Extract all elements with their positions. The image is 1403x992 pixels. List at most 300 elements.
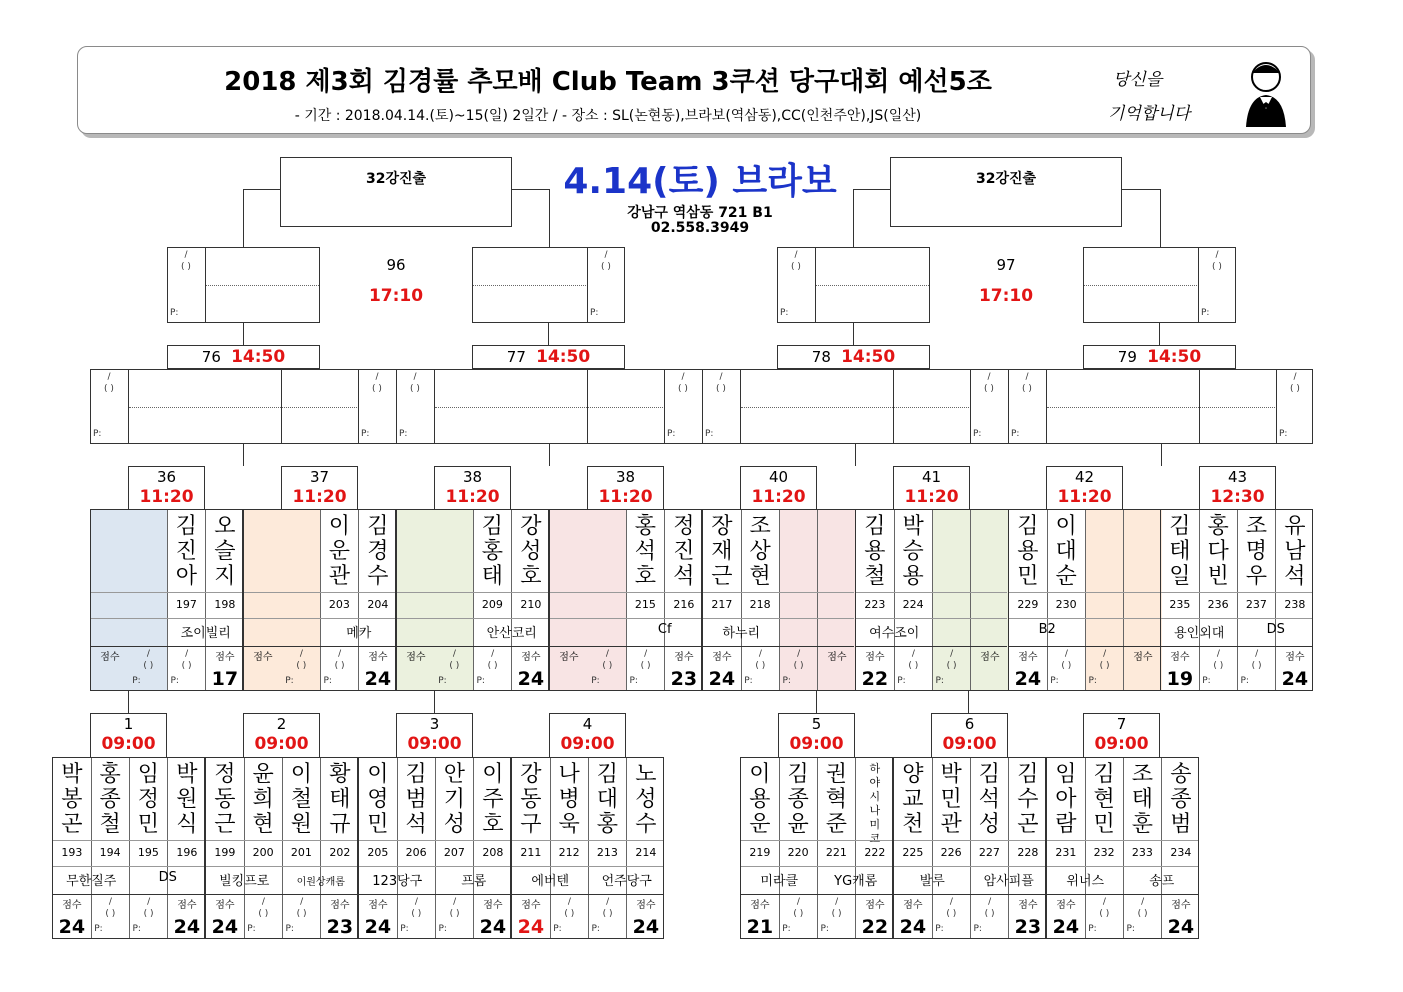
slot-p: P: [590, 308, 599, 318]
player-column [588, 510, 627, 690]
player-number: 222 [864, 846, 886, 859]
player-name: 이 용 운 [749, 762, 771, 837]
slot-paren: ( ) [449, 661, 460, 671]
row-rule [397, 592, 548, 593]
player-name: 이 주 호 [482, 762, 504, 837]
club-name: B2 [1038, 622, 1056, 637]
slot-p: P: [629, 676, 638, 686]
player-name: 노 성 수 [635, 762, 657, 837]
score-label: 점수 [1056, 900, 1076, 911]
slot-divider [396, 370, 397, 443]
slot-slash: / [681, 372, 685, 382]
slot-slash: / [1064, 649, 1068, 659]
score-label: 점수 [674, 652, 694, 663]
slot-p: P: [1201, 308, 1210, 318]
slot-slash: / [567, 897, 571, 907]
player-column [206, 510, 244, 690]
club-name: 조이빌리 [180, 626, 231, 641]
score-label: 점수 [483, 900, 503, 911]
player-name: 김 진 아 [175, 514, 197, 589]
score-value: 24 [173, 916, 201, 938]
score-cell [894, 646, 932, 692]
slot-slash: / [413, 372, 417, 382]
slot-paren: ( ) [984, 909, 995, 919]
slot-slash: / [1216, 649, 1220, 659]
player-number: 198 [214, 598, 236, 611]
player-column [168, 758, 206, 938]
slot-slash: / [185, 649, 189, 659]
player-column [550, 510, 589, 690]
score-value: 24 [517, 668, 545, 690]
player-column [435, 510, 474, 690]
score-cell [283, 894, 321, 940]
club-name: DS [158, 870, 177, 885]
slot-paren: ( ) [1022, 384, 1032, 394]
slot-divider [1276, 370, 1277, 443]
club-name: 안산코리 [486, 626, 537, 641]
player-column [283, 758, 322, 938]
row-rule [550, 646, 701, 647]
match-label [778, 713, 855, 758]
match-number: 36 [156, 468, 177, 486]
slot-paren: ( ) [1213, 661, 1224, 671]
player-name: 홍 종 철 [99, 762, 121, 837]
row-rule [244, 592, 395, 593]
score-cell [206, 646, 244, 692]
slot-p: P: [744, 676, 753, 686]
club-name: DS [1266, 622, 1285, 637]
slot-paren: ( ) [678, 384, 688, 394]
slot-paren: ( ) [602, 909, 613, 919]
player-name: 박 봉 곤 [61, 762, 83, 837]
score-cell [474, 646, 512, 692]
player-column [397, 758, 436, 938]
score-cell [512, 894, 550, 940]
venue-phone: 02.558.3949 [650, 220, 750, 236]
row-rule [1047, 840, 1198, 841]
score-value: 22 [861, 668, 889, 690]
row-rule [703, 592, 854, 593]
score-label: 점수 [750, 900, 770, 911]
score-value: 24 [1014, 668, 1042, 690]
player-number: 209 [481, 598, 503, 611]
player-number: 221 [825, 846, 847, 859]
club-name: 하누리 [722, 626, 761, 641]
row-rule [741, 894, 892, 895]
player-name: 이 운 관 [328, 514, 350, 589]
score-cell [129, 646, 167, 692]
player-name: 김 종 윤 [787, 762, 809, 837]
score-cell [1009, 894, 1047, 940]
row-rule [741, 866, 892, 867]
bracket-line [1122, 189, 1160, 190]
player-number: 202 [329, 846, 351, 859]
player-column [1009, 758, 1047, 938]
match-time: 09:00 [789, 734, 844, 754]
player-group [90, 509, 243, 691]
player-number: 200 [252, 846, 274, 859]
club-name: 암사피플 [983, 874, 1034, 889]
slot-slash: / [261, 897, 265, 907]
player-group [740, 757, 893, 939]
match-label [1083, 713, 1160, 758]
row-rule [1161, 646, 1312, 647]
score-label: 점수 [1170, 652, 1190, 663]
player-column [91, 758, 130, 938]
match-label [1046, 466, 1123, 510]
score-value: 21 [746, 916, 774, 938]
player-number: 226 [940, 846, 962, 859]
player-name: 임 아 람 [1055, 762, 1077, 837]
bracket-line [1159, 323, 1160, 345]
score-cell [512, 646, 550, 692]
slot-slash: / [299, 649, 303, 659]
player-name: 박 원 식 [176, 762, 198, 837]
player-number: 237 [1245, 598, 1267, 611]
match-number: 43 [1227, 468, 1248, 486]
player-group [855, 509, 1008, 691]
score-value: 24 [364, 916, 392, 938]
player-column [1162, 758, 1200, 938]
club-name: 123당구 [372, 874, 423, 889]
slot-paren: ( ) [181, 262, 191, 272]
score-label: 점수 [330, 900, 350, 911]
slot-p: P: [476, 676, 485, 686]
bracket-line [968, 691, 969, 713]
score-cell [550, 646, 588, 692]
score-value: 24 [632, 916, 660, 938]
club-name: 발루 [919, 874, 945, 889]
slot-p: P: [782, 924, 791, 934]
slot-p: P: [170, 308, 179, 318]
row-rule [91, 646, 242, 647]
advance-box: 32강진출 [890, 157, 1122, 227]
slot-paren: ( ) [449, 909, 460, 919]
slot-paren: ( ) [601, 262, 611, 272]
score-value: 23 [1014, 916, 1042, 938]
venue-info [540, 158, 860, 236]
match-label [777, 345, 930, 369]
bracket-line [512, 189, 542, 190]
match-label [243, 713, 320, 758]
score-cell [1276, 646, 1314, 692]
dotted-line [816, 285, 929, 286]
slot-paren: ( ) [946, 661, 957, 671]
bracket-line [853, 323, 854, 345]
player-column [321, 510, 360, 690]
score-label: 점수 [827, 652, 847, 663]
player-name: 정 진 석 [673, 514, 695, 589]
player-number: 228 [1017, 846, 1039, 859]
player-name: 김 범 석 [405, 762, 427, 837]
match-number: 40 [768, 468, 789, 486]
slot-slash: / [491, 649, 495, 659]
player-number: 201 [290, 846, 312, 859]
slot-paren: ( ) [372, 384, 382, 394]
score-label: 점수 [215, 652, 235, 663]
player-group [1008, 509, 1161, 691]
row-rule [91, 592, 242, 593]
club-name: 무한질주 [66, 874, 117, 889]
player-number: 211 [520, 846, 542, 859]
score-cell [474, 894, 512, 940]
slot-p: P: [132, 676, 141, 686]
match-time: 11:20 [1057, 487, 1112, 507]
match-time: 09:00 [101, 734, 156, 754]
slot-slash: / [300, 897, 304, 907]
row-rule [1047, 866, 1198, 867]
score-cell [244, 646, 282, 692]
score-label: 점수 [62, 900, 82, 911]
slot-slash: / [1103, 649, 1107, 659]
player-column [512, 758, 551, 938]
slot-p: P: [897, 676, 906, 686]
club-name: 미라클 [760, 874, 799, 889]
slot-slash: / [1293, 372, 1297, 382]
score-cell [1047, 894, 1085, 940]
club-name: YG캐롬 [834, 874, 878, 889]
slot-slash: / [184, 250, 188, 260]
player-name: 임 정 민 [137, 762, 159, 837]
slot-paren: ( ) [1290, 384, 1300, 394]
bracket-line [855, 444, 856, 466]
player-column [1276, 510, 1314, 690]
player-number: 204 [367, 598, 389, 611]
match-label [893, 466, 970, 510]
player-group [243, 509, 396, 691]
match-label [90, 713, 167, 758]
player-name: 윤 희 현 [252, 762, 274, 837]
match-number: 5 [811, 715, 822, 733]
player-column [894, 510, 933, 690]
score-cell [359, 894, 397, 940]
score-cell [1199, 646, 1237, 692]
player-number: 213 [596, 846, 618, 859]
slot-p: P: [94, 924, 103, 934]
score-label: 점수 [865, 900, 885, 911]
player-name: 김 대 홍 [596, 762, 618, 837]
slot-p: P: [285, 676, 294, 686]
slot-p: P: [1202, 676, 1211, 686]
row-rule [1161, 618, 1312, 619]
score-cell [1124, 646, 1162, 692]
bracket-line [243, 323, 244, 345]
player-number: 205 [367, 846, 389, 859]
player-column [971, 510, 1009, 690]
slot-slash: / [147, 897, 151, 907]
player-name: 김 현 민 [1093, 762, 1115, 837]
slot-p: P: [553, 924, 562, 934]
score-label: 점수 [1285, 652, 1305, 663]
score-label: 점수 [215, 900, 235, 911]
match-number: 1 [123, 715, 134, 733]
score-cell [856, 646, 894, 692]
player-column [512, 510, 550, 690]
slot-p: P: [1126, 924, 1135, 934]
score-label: 점수 [903, 900, 923, 911]
score-value: 22 [861, 916, 889, 938]
player-column [818, 758, 857, 938]
player-name: 홍 석 호 [634, 514, 656, 589]
slot-p: P: [667, 429, 676, 439]
match-time: 14:50 [841, 347, 896, 367]
score-cell [206, 894, 244, 940]
bracket-line [1161, 444, 1162, 466]
player-number: 212 [558, 846, 580, 859]
match-label [128, 466, 205, 510]
score-label: 점수 [177, 900, 197, 911]
player-name: 박 민 관 [940, 762, 962, 837]
slot-slash: / [1141, 897, 1145, 907]
row-rule [53, 894, 204, 895]
player-number: 227 [978, 846, 1000, 859]
player-column [359, 758, 398, 938]
club-name: 프롬 [461, 874, 487, 889]
slot-slash: / [108, 897, 112, 907]
row-rule [894, 866, 1045, 867]
player-name: 이 영 민 [367, 762, 389, 837]
slot-slash: / [1025, 372, 1029, 382]
bracket-line [548, 323, 549, 345]
score-cell [397, 894, 435, 940]
score-cell [588, 646, 626, 692]
player-column [359, 510, 397, 690]
player-name: 김 태 일 [1169, 514, 1191, 589]
row-rule [703, 618, 854, 619]
player-column [168, 510, 207, 690]
slot-p: P: [438, 676, 447, 686]
score-value: 24 [708, 668, 736, 690]
score-cell [818, 894, 856, 940]
slot-p: P: [285, 924, 294, 934]
player-column [474, 758, 512, 938]
row-rule [359, 840, 510, 841]
slot-paren: ( ) [411, 909, 422, 919]
slot-slash: / [950, 649, 954, 659]
slot-paren: ( ) [1099, 909, 1110, 919]
score-cell [627, 894, 665, 940]
slot-p: P: [132, 924, 141, 934]
match-label [434, 466, 511, 510]
player-number: 206 [405, 846, 427, 859]
slot-paren: ( ) [908, 661, 919, 671]
match-time: 09:00 [560, 734, 615, 754]
player-name: 황 태 규 [329, 762, 351, 837]
advance-box: 32강진출 [280, 157, 512, 227]
player-name: 이 철 원 [290, 762, 312, 837]
match-label [167, 345, 320, 369]
player-number: 233 [1131, 846, 1153, 859]
player-number: 203 [328, 598, 350, 611]
slot-paren: ( ) [1061, 661, 1072, 671]
match-time: 17:10 [368, 286, 424, 306]
score-label: 점수 [100, 652, 120, 663]
match-label [740, 466, 817, 510]
player-group [511, 757, 664, 939]
player-number: 220 [787, 846, 809, 859]
club-name: 메카 [346, 626, 372, 641]
slot-slash: / [758, 649, 762, 659]
slot-slash: / [644, 649, 648, 659]
player-number: 232 [1093, 846, 1115, 859]
slot-slash: / [794, 250, 798, 260]
score-cell [244, 894, 282, 940]
score-cell [741, 894, 779, 940]
match-number: 78 [811, 348, 831, 366]
player-column [436, 758, 475, 938]
slot-p: P: [1050, 676, 1059, 686]
player-column [1124, 758, 1163, 938]
player-number: 235 [1169, 598, 1191, 611]
slot-p: P: [438, 924, 447, 934]
slot-slash: / [911, 649, 915, 659]
slot-p: P: [1011, 429, 1020, 439]
slot-p: P: [247, 924, 256, 934]
bracket-line [243, 444, 244, 466]
match-time: 12:30 [1210, 487, 1265, 507]
score-value: 23 [670, 668, 698, 690]
player-group [205, 757, 358, 939]
row-rule [244, 618, 395, 619]
slot-paren: ( ) [143, 909, 154, 919]
player-column [741, 758, 780, 938]
player-group [1160, 509, 1313, 691]
score-cell [932, 894, 970, 940]
match-time: 11:20 [445, 487, 500, 507]
player-number: 238 [1284, 598, 1306, 611]
slot-paren: ( ) [1212, 262, 1222, 272]
player-number: 223 [864, 598, 886, 611]
match-time: 09:00 [942, 734, 997, 754]
slot-paren: ( ) [984, 384, 994, 394]
slot-p: P: [935, 924, 944, 934]
score-cell [321, 894, 359, 940]
slot-p: P: [705, 429, 714, 439]
row-rule [1009, 592, 1160, 593]
player-name: 김 경 수 [367, 514, 389, 589]
player-column [1047, 758, 1086, 938]
match-number: 79 [1117, 348, 1137, 366]
bracket-line [128, 691, 129, 713]
slot-slash: / [107, 372, 111, 382]
player-name: 김 용 민 [1017, 514, 1039, 589]
score-cell [818, 646, 856, 692]
match-time: 09:00 [407, 734, 462, 754]
player-name: 강 동 구 [520, 762, 542, 837]
score-cell [1162, 894, 1200, 940]
club-name: 용인외대 [1174, 626, 1225, 641]
venue-date: 4.14(토) 브라보 [563, 161, 837, 202]
dotted-line [129, 407, 357, 408]
dotted-line [435, 407, 663, 408]
player-column [627, 758, 665, 938]
row-rule [894, 894, 1045, 895]
player-column [933, 510, 972, 690]
score-value: 23 [326, 916, 354, 938]
slot-paren: ( ) [487, 661, 498, 671]
slot-paren: ( ) [1099, 661, 1110, 671]
dotted-line [1047, 407, 1275, 408]
player-column [53, 758, 92, 938]
slot-divider [702, 370, 703, 443]
slot-paren: ( ) [946, 909, 957, 919]
player-column [856, 758, 894, 938]
player-column [321, 758, 359, 938]
match-number: 7 [1116, 715, 1127, 733]
score-cell [1047, 646, 1085, 692]
score-cell [550, 894, 588, 940]
score-label: 점수 [980, 652, 1000, 663]
